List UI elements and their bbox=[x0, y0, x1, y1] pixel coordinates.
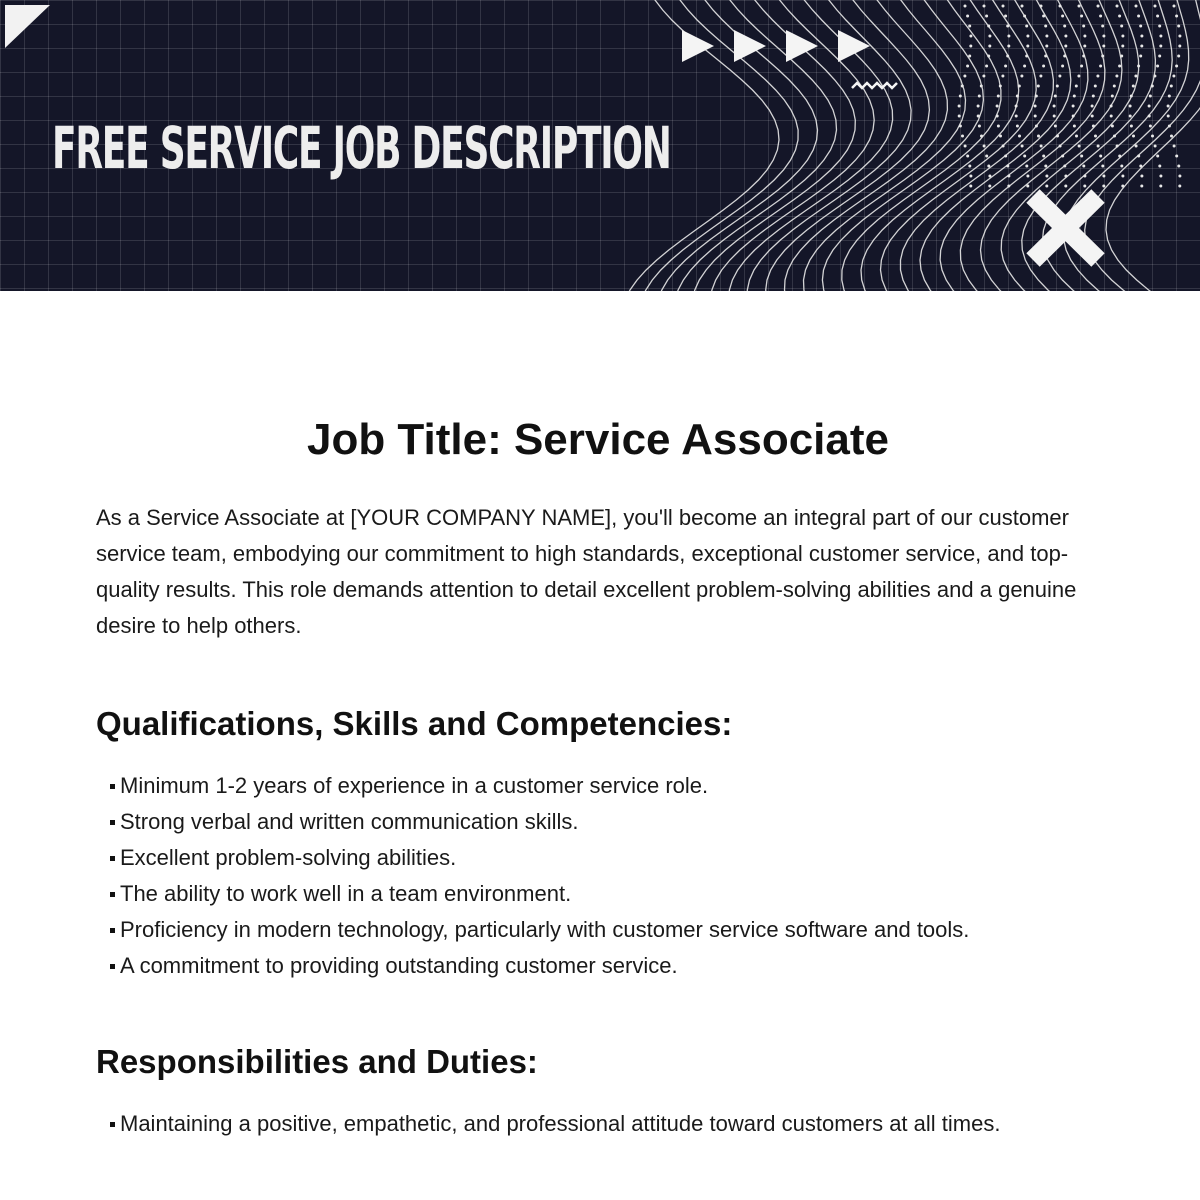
list-item: Maintaining a positive, empathetic, and professional attitude toward customers at all times. bbox=[110, 1106, 1100, 1142]
list-item: Proficiency in modern technology, particularly with customer service software and tools. bbox=[110, 912, 1100, 948]
intro-paragraph: As a Service Associate at [YOUR COMPANY NAME], you'll become an integral part of our customer service team, embodying our commitment to high standards, exceptional customer service, and top-quality results. This role demands attention to detail excellent problem-solving abilities and a genuine desire to help others. bbox=[96, 505, 1077, 638]
list-item: Strong verbal and written communication skills. bbox=[110, 804, 1100, 840]
job-title-heading: Job Title: Service Associate bbox=[306, 415, 890, 464]
responsibilities-heading: Responsibilities and Duties: bbox=[96, 1043, 538, 1080]
qualifications-list bbox=[96, 768, 1100, 984]
header-banner bbox=[0, 0, 1200, 291]
wave-lines-pattern bbox=[625, 0, 1200, 291]
close-x-icon bbox=[1033, 196, 1098, 260]
banner-title: FREE SERVICE JOB DESCRIPTION bbox=[52, 114, 671, 182]
responsibilities-list bbox=[96, 1106, 1100, 1142]
list-item: The ability to work well in a team environment. bbox=[110, 876, 1100, 912]
dot-grid-pattern bbox=[958, 5, 1182, 188]
zigzag-icon bbox=[852, 83, 897, 88]
list-item: A commitment to providing outstanding customer service. bbox=[110, 948, 1100, 984]
list-item: Excellent problem-solving abilities. bbox=[110, 840, 1100, 876]
list-item: Minimum 1-2 years of experience in a customer service role. bbox=[110, 768, 1100, 804]
document-content bbox=[96, 410, 1100, 1142]
corner-triangle-icon bbox=[5, 5, 50, 48]
qualifications-heading: Qualifications, Skills and Competencies: bbox=[96, 705, 733, 742]
